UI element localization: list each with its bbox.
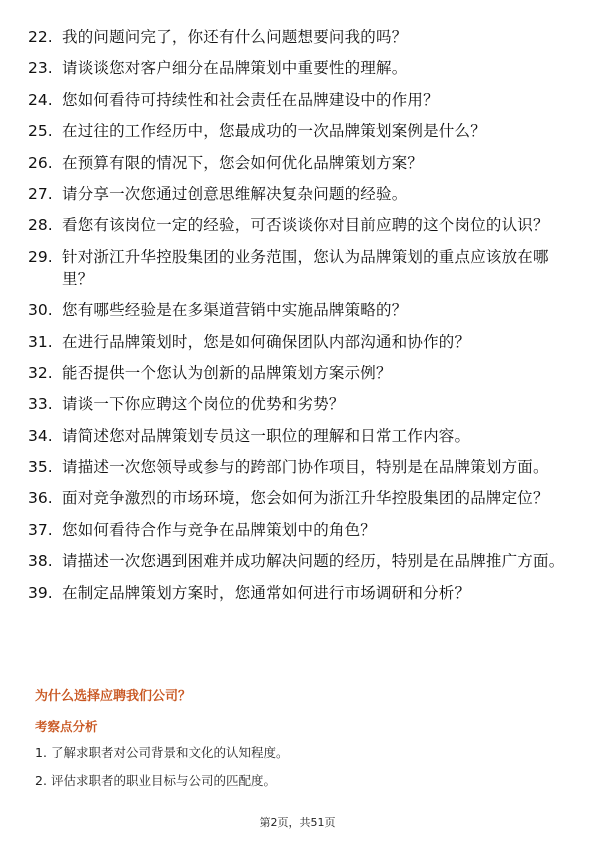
question-text: 请谈谈您对客户细分在品牌策划中重要性的理解。 — [62, 59, 408, 78]
question-number: 23. — [28, 59, 53, 78]
list-item — [28, 152, 568, 174]
question-number: 24. — [28, 90, 53, 109]
question-text: 请谈一下你应聘这个岗位的优势和劣势？ — [62, 395, 345, 414]
question-number: 29. — [28, 247, 53, 266]
question-text: 在预算有限的情况下，您会如何优化品牌策划方案？ — [62, 153, 424, 172]
question-text: 请简述您对品牌策划专员这一职位的理解和日常工作内容。 — [62, 426, 471, 445]
question-number: 30. — [28, 301, 53, 320]
question-text: 请描述一次您遇到困难并成功解决问题的经历，特别是在品牌推广方面。 — [62, 552, 565, 571]
section-subtitle: 考察点分析 — [35, 719, 98, 734]
question-number: 37. — [28, 520, 53, 539]
list-item — [28, 519, 568, 541]
section-title: 为什么选择应聘我们公司？ — [35, 689, 192, 704]
question-text: 在进行品牌策划时，您是如何确保团队内部沟通和协作的？ — [62, 332, 471, 351]
question-number: 26. — [28, 153, 53, 172]
question-number: 31. — [28, 332, 53, 351]
list-item — [28, 120, 568, 142]
question-text: 在制定品牌策划方案时，您通常如何进行市场调研和分析？ — [62, 583, 471, 602]
question-text: 看您有该岗位一定的经验，可否谈谈你对目前应聘的这个岗位的认识？ — [62, 216, 549, 235]
question-number: 38. — [28, 552, 53, 571]
question-text: 我的问题问完了，你还有什么问题想要问我的吗？ — [62, 28, 408, 46]
list-item — [28, 582, 568, 604]
question-number: 34. — [28, 426, 53, 445]
list-item — [28, 550, 568, 572]
question-text: 您有哪些经验是在多渠道营销中实施品牌策略的？ — [62, 301, 408, 320]
list-item — [28, 456, 568, 478]
point-number: 1. — [35, 745, 47, 760]
point-number: 2. — [35, 773, 47, 788]
question-text: 请分享一次您通过创意思维解决复杂问题的经验。 — [62, 184, 408, 203]
list-item — [28, 57, 568, 79]
list-item — [28, 393, 568, 415]
list-item — [28, 362, 568, 384]
list-item — [28, 299, 568, 321]
question-number: 22. — [28, 28, 53, 46]
list-item — [28, 331, 568, 353]
question-number: 25. — [28, 122, 53, 141]
list-item — [28, 246, 568, 290]
question-number: 36. — [28, 489, 53, 508]
list-item — [28, 487, 568, 509]
question-text: 您如何看待合作与竞争在品牌策划中的角色？ — [62, 520, 377, 539]
question-text: 请描述一次您领导或参与的跨部门协作项目，特别是在品牌策划方面。 — [62, 458, 549, 477]
list-item — [35, 744, 289, 762]
question-text: 您如何看待可持续性和社会责任在品牌建设中的作用？ — [62, 90, 439, 109]
question-number: 33. — [28, 395, 53, 414]
question-number: 35. — [28, 458, 53, 477]
question-number: 28. — [28, 216, 53, 235]
question-text: 能否提供一个您认为创新的品牌策划方案示例？ — [62, 363, 392, 382]
question-number: 39. — [28, 583, 53, 602]
list-item — [35, 772, 289, 790]
list-item — [28, 214, 568, 236]
list-item — [28, 26, 568, 48]
point-text: 评估求职者的职业目标与公司的匹配度。 — [51, 773, 277, 788]
list-item — [28, 183, 568, 205]
question-text: 针对浙江升华控股集团的业务范围，您认为品牌策划的重点应该放在哪里？ — [62, 247, 549, 288]
point-text: 了解求职者对公司背景和文化的认知程度。 — [51, 745, 289, 760]
question-number: 27. — [28, 184, 53, 203]
list-item — [28, 425, 568, 447]
list-item — [28, 89, 568, 111]
question-text: 在过往的工作经历中，您最成功的一次品牌策划案例是什么？ — [62, 122, 486, 141]
analysis-points — [35, 744, 289, 800]
question-number: 32. — [28, 363, 53, 382]
question-list — [28, 26, 568, 613]
page-footer: 第2页，共51页 — [259, 816, 336, 829]
question-text: 面对竞争激烈的市场环境，您会如何为浙江升华控股集团的品牌定位？ — [62, 489, 549, 508]
